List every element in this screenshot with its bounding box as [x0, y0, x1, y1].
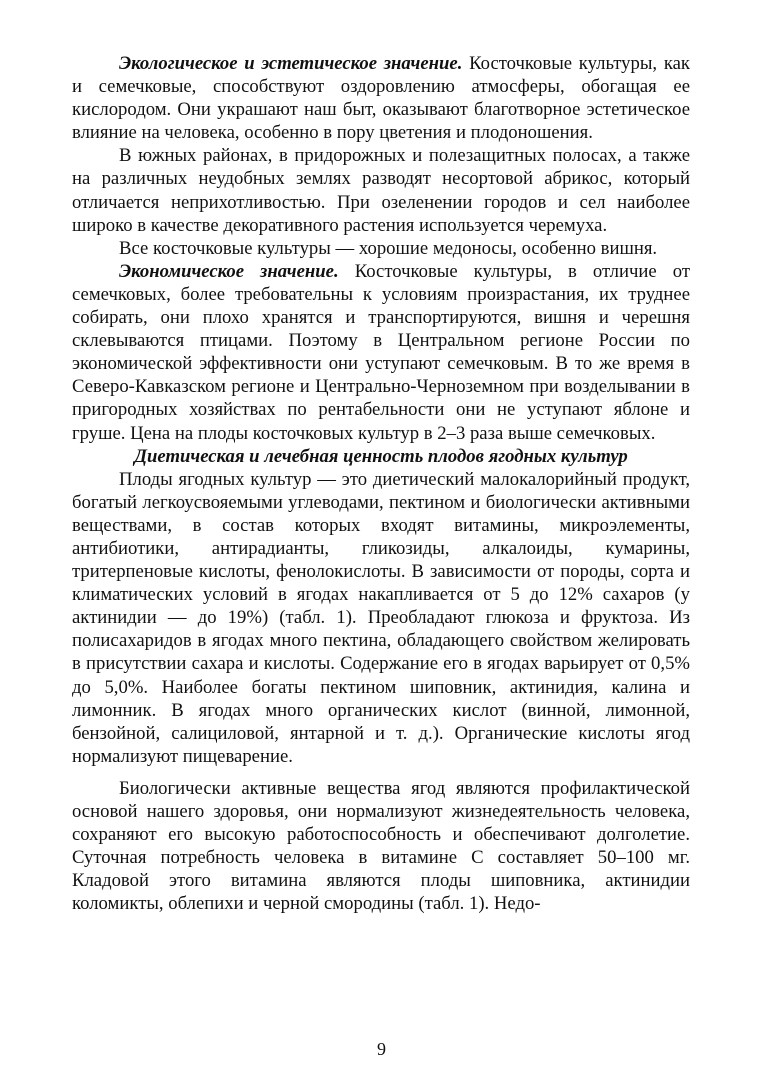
paragraph-ecological: [72, 52, 690, 144]
paragraph-honey-plants: Все косточковые культуры — хорошие медоносы, особенно вишня.: [119, 237, 658, 259]
page-number: 9: [377, 1039, 386, 1059]
paragraph-economic: [72, 260, 690, 445]
paragraph-berry-fruits: Плоды ягодных культур — это диетический малокалорийный продукт, богатый легкоусвояемыми углеводами, пектином и биологически активными веществами, в состав которых входят витамины, микроэлементы, антибиотики, антирадианты, гликозиды, алкалоиды, кумарины, тритерпеновые кислоты, фенолокислоты. В зависимости от породы, сорта и климатических условий в ягодах накапливается от 5 до 12% сахаров (у актинидии — до 19%) (табл. 1). Преобладают глюкоза и фруктоза. Из полисахаридов в ягодах много пектина, обладающего свойством желировать в присутствии сахара и кислоты. Содержание его в ягодах варьирует от 0,5% до 5,0%. Наиболее богаты пектином шиповник, актинидия, калина и лимонник. В ягодах много органических кислот (винной, лимонной, бензойной, салициловой, янтарной и т. д.). Органические кислоты ягод нормализуют пищеварение.: [72, 468, 690, 767]
paragraph-bioactive: Биологически активные вещества ягод являются профилактической основой нашего здоровья, они нормализуют жизнедеятельность человека, сохраняют его высокую работоспособность и обеспечивают долголетие. Суточная потребность человека в витамине С составляет 50–100 мг. Кладовой этого витамина являются плоды шиповника, актинидии коломикты, облепихи и черной смородины (табл. 1). Недо-: [72, 777, 690, 915]
section-heading: Диетическая и лечебная ценность плодов ягодных культур: [134, 445, 628, 467]
paragraph-text: Косточковые культуры, в отличие от семечковых, более требовательны к условиям произрастания, их труднее собирать, они плохо хранятся и транспортируются, вишня и черешня склевываются птицами. Поэтому в Центральном регионе России по экономической эффективности они уступают семечковым. В то же время в Северо-Кавказском регионе и Центрально-Черноземном при возделывании в пригородных хозяйствах по рентабельности они не уступают яблоне и груше. Цена на плоды косточковых культур в 2–3 раза выше семечковых.: [72, 260, 690, 444]
page-body: [72, 52, 690, 915]
paragraph-text: Косточковые культуры, как и семечковые, способствуют оздоровлению атмосферы, обогащая ее кислородом. Они украшают наш быт, оказывают благотворное эстетическое влияние на человека, особенно в пору цветения и плодоношения.: [72, 53, 690, 144]
paragraph-heading-economic: Экономическое значение.: [119, 260, 339, 282]
paragraph-heading-ecological: Экологическое и эстетическое значение.: [119, 53, 463, 74]
paragraph-southern-regions: В южных районах, в придорожных и полезащитных полосах, а также на различных неудобных землях разводят несортовой абрикос, который отличается неприхотливостью. При озеленении городов и сел наиболее широко в качестве декоративного растения используется черемуха.: [72, 145, 690, 236]
